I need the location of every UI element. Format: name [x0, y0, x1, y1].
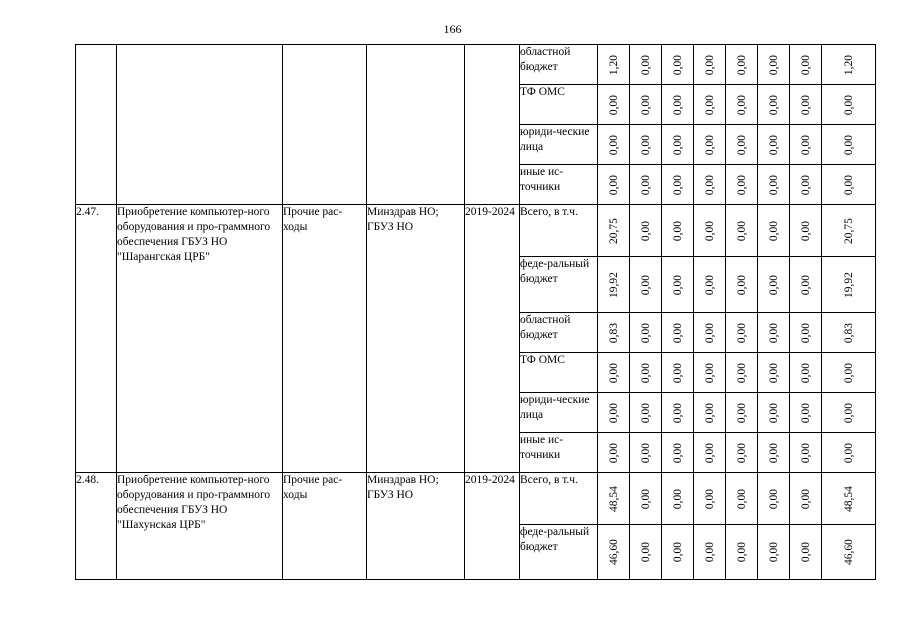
value-cell — [630, 125, 662, 165]
value-cell — [662, 45, 694, 85]
value-cell — [598, 433, 630, 473]
value-cell — [630, 433, 662, 473]
value-text: 0,83 — [842, 322, 855, 343]
value-cell — [726, 525, 758, 580]
value-total-cell — [822, 45, 876, 85]
value-cell — [694, 353, 726, 393]
value-text: 0,00 — [799, 402, 812, 423]
value-total-cell — [822, 313, 876, 353]
value-text: 0,00 — [671, 442, 684, 463]
value-text: 0,00 — [842, 442, 855, 463]
value-text: 19,92 — [842, 271, 855, 298]
expense-type-cell — [283, 45, 367, 205]
value-cell — [662, 125, 694, 165]
value-cell — [790, 205, 822, 257]
value-text: 0,00 — [767, 174, 780, 195]
value-cell — [598, 525, 630, 580]
value-text: 0,00 — [799, 442, 812, 463]
value-cell — [790, 165, 822, 205]
value-cell — [694, 313, 726, 353]
value-cell — [630, 525, 662, 580]
value-text: 0,00 — [767, 541, 780, 563]
funding-source-cell: феде-ральный бюджет — [520, 525, 598, 580]
value-cell — [662, 205, 694, 257]
period-cell: 2019-2024 — [465, 473, 520, 580]
value-cell — [694, 125, 726, 165]
value-text: 1,20 — [842, 54, 855, 75]
value-cell — [694, 257, 726, 313]
value-cell — [790, 353, 822, 393]
value-text: 0,00 — [703, 362, 716, 383]
value-cell — [630, 257, 662, 313]
value-text: 0,00 — [639, 402, 652, 423]
value-cell — [790, 525, 822, 580]
value-text: 0,00 — [799, 94, 812, 115]
value-total-cell — [822, 353, 876, 393]
value-text: 48,54 — [842, 485, 855, 512]
table-row — [76, 45, 876, 85]
value-cell — [598, 393, 630, 433]
value-text: 0,00 — [607, 402, 620, 423]
value-cell — [758, 85, 790, 125]
value-text: 0,00 — [703, 134, 716, 155]
value-text: 0,00 — [842, 134, 855, 155]
value-cell — [726, 313, 758, 353]
value-cell — [662, 85, 694, 125]
number-cell: 2.48. — [76, 473, 117, 580]
value-cell — [630, 165, 662, 205]
value-text: 0,00 — [671, 134, 684, 155]
value-cell — [694, 85, 726, 125]
value-cell — [790, 125, 822, 165]
value-text: 0,00 — [799, 488, 812, 509]
value-cell — [662, 165, 694, 205]
value-text: 0,00 — [735, 402, 748, 423]
value-text: 0,00 — [767, 402, 780, 423]
value-cell — [790, 85, 822, 125]
value-cell — [790, 45, 822, 85]
value-text: 0,00 — [842, 362, 855, 383]
value-text: 0,00 — [607, 174, 620, 195]
value-cell — [726, 45, 758, 85]
value-text: 0,00 — [671, 488, 684, 509]
page-number: 166 — [443, 22, 462, 36]
value-total-cell — [822, 393, 876, 433]
value-cell — [662, 525, 694, 580]
table-row — [76, 205, 876, 257]
value-text: 0,00 — [767, 322, 780, 343]
table-row — [76, 473, 876, 525]
value-text: 0,00 — [767, 274, 780, 295]
value-cell — [726, 125, 758, 165]
table-body — [76, 45, 876, 580]
value-text: 0,00 — [639, 54, 652, 75]
value-text: 46,60 — [607, 539, 620, 565]
value-text: 0,00 — [671, 362, 684, 383]
value-cell — [790, 473, 822, 525]
value-text: 0,00 — [799, 541, 812, 563]
value-cell — [662, 473, 694, 525]
value-text: 0,00 — [767, 94, 780, 115]
value-text: 0,00 — [639, 94, 652, 115]
value-text: 0,00 — [639, 220, 652, 241]
value-text: 0,00 — [735, 488, 748, 509]
value-text: 0,00 — [703, 322, 716, 343]
value-cell — [598, 85, 630, 125]
value-text: 0,00 — [735, 322, 748, 343]
value-cell — [662, 433, 694, 473]
value-cell — [758, 45, 790, 85]
period-cell: 2019-2024 — [465, 205, 520, 473]
value-cell — [694, 45, 726, 85]
funding-source-cell: ТФ ОМС — [520, 353, 598, 393]
value-cell — [726, 257, 758, 313]
value-total-cell — [822, 85, 876, 125]
number-cell — [76, 45, 117, 205]
value-cell — [630, 45, 662, 85]
value-text: 0,00 — [671, 322, 684, 343]
value-text: 0,00 — [639, 488, 652, 509]
value-text: 0,00 — [735, 442, 748, 463]
value-cell — [758, 473, 790, 525]
value-cell — [630, 353, 662, 393]
value-text: 1,20 — [607, 54, 620, 75]
value-cell — [694, 473, 726, 525]
value-text: 0,00 — [842, 402, 855, 423]
value-text: 0,00 — [671, 220, 684, 241]
value-cell — [662, 257, 694, 313]
value-text: 0,00 — [639, 541, 652, 563]
name-cell: Приобретение компьютер-ного оборудования и про-граммного обеспечения ГБУЗ НО "Шарангская ЦРБ" — [117, 205, 283, 473]
value-text: 0,00 — [639, 322, 652, 343]
value-cell — [598, 257, 630, 313]
value-text: 0,00 — [799, 362, 812, 383]
value-text: 0,00 — [703, 402, 716, 423]
value-text: 0,00 — [703, 220, 716, 241]
value-cell — [630, 85, 662, 125]
value-text: 0,00 — [671, 402, 684, 423]
value-cell — [790, 313, 822, 353]
value-text: 0,00 — [607, 442, 620, 463]
value-cell — [598, 313, 630, 353]
value-text: 0,00 — [799, 134, 812, 155]
period-cell — [465, 45, 520, 205]
value-total-cell — [822, 525, 876, 580]
budget-table — [75, 44, 876, 580]
value-text: 0,00 — [799, 220, 812, 241]
value-cell — [726, 205, 758, 257]
value-total-cell — [822, 205, 876, 257]
value-text: 0,00 — [639, 274, 652, 295]
executor-cell: Минздрав НО; ГБУЗ НО — [367, 473, 465, 580]
value-cell — [758, 433, 790, 473]
funding-source-cell: юриди-ческие лица — [520, 393, 598, 433]
value-text: 0,00 — [767, 488, 780, 509]
value-text: 0,00 — [799, 322, 812, 343]
value-text: 0,00 — [671, 541, 684, 563]
value-text: 0,00 — [735, 94, 748, 115]
expense-type-cell: Прочие рас-ходы — [283, 473, 367, 580]
value-cell — [694, 165, 726, 205]
value-text: 0,00 — [703, 54, 716, 75]
value-text: 0,00 — [735, 134, 748, 155]
value-text: 0,00 — [703, 274, 716, 295]
value-cell — [598, 473, 630, 525]
value-text: 0,00 — [671, 174, 684, 195]
value-cell — [726, 433, 758, 473]
value-text: 46,60 — [842, 539, 855, 565]
value-cell — [662, 313, 694, 353]
value-text: 0,00 — [767, 134, 780, 155]
value-cell — [790, 393, 822, 433]
value-cell — [790, 257, 822, 313]
value-text: 0,83 — [607, 322, 620, 343]
value-text: 0,00 — [703, 488, 716, 509]
value-text: 0,00 — [767, 362, 780, 383]
value-text: 0,00 — [767, 442, 780, 463]
value-total-cell — [822, 125, 876, 165]
funding-source-cell: иные ис-точники — [520, 165, 598, 205]
value-cell — [726, 353, 758, 393]
value-text: 0,00 — [639, 442, 652, 463]
value-text: 0,00 — [767, 220, 780, 241]
value-cell — [726, 473, 758, 525]
value-cell — [694, 525, 726, 580]
value-total-cell — [822, 257, 876, 313]
value-text: 0,00 — [842, 94, 855, 115]
value-text: 0,00 — [767, 54, 780, 75]
value-cell — [694, 205, 726, 257]
value-text: 0,00 — [703, 442, 716, 463]
value-cell — [758, 125, 790, 165]
value-cell — [758, 257, 790, 313]
value-cell — [598, 165, 630, 205]
value-cell — [726, 85, 758, 125]
value-text: 48,54 — [607, 485, 620, 512]
value-cell — [598, 45, 630, 85]
value-cell — [726, 165, 758, 205]
value-text: 0,00 — [799, 54, 812, 75]
value-cell — [758, 165, 790, 205]
funding-source-cell: областной бюджет — [520, 313, 598, 353]
value-text: 0,00 — [639, 174, 652, 195]
funding-source-cell: юриди-ческие лица — [520, 125, 598, 165]
value-cell — [758, 313, 790, 353]
value-text: 0,00 — [842, 174, 855, 195]
value-cell — [630, 313, 662, 353]
value-cell — [598, 125, 630, 165]
value-cell — [790, 433, 822, 473]
name-cell — [117, 45, 283, 205]
value-cell — [726, 393, 758, 433]
funding-source-cell: Всего, в т.ч. — [520, 473, 598, 525]
value-text: 20,75 — [607, 217, 620, 244]
value-text: 0,00 — [607, 94, 620, 115]
value-text: 0,00 — [735, 220, 748, 241]
value-cell — [758, 525, 790, 580]
number-cell: 2.47. — [76, 205, 117, 473]
value-cell — [758, 205, 790, 257]
value-text: 0,00 — [735, 174, 748, 195]
value-text: 0,00 — [735, 54, 748, 75]
value-text: 0,00 — [671, 274, 684, 295]
value-text: 0,00 — [799, 174, 812, 195]
funding-source-cell: областной бюджет — [520, 45, 598, 85]
value-cell — [598, 353, 630, 393]
funding-source-cell: Всего, в т.ч. — [520, 205, 598, 257]
executor-cell — [367, 45, 465, 205]
expense-type-cell: Прочие рас-ходы — [283, 205, 367, 473]
value-cell — [630, 473, 662, 525]
value-text: 0,00 — [607, 362, 620, 383]
value-total-cell — [822, 165, 876, 205]
value-text: 0,00 — [639, 362, 652, 383]
value-text: 0,00 — [639, 134, 652, 155]
value-cell — [630, 393, 662, 433]
value-cell — [598, 205, 630, 257]
value-cell — [662, 353, 694, 393]
value-text: 0,00 — [735, 274, 748, 295]
funding-source-cell: ТФ ОМС — [520, 85, 598, 125]
value-total-cell — [822, 433, 876, 473]
value-text: 0,00 — [703, 174, 716, 195]
value-text: 0,00 — [607, 134, 620, 155]
value-text: 0,00 — [703, 541, 716, 563]
value-cell — [694, 433, 726, 473]
value-text: 0,00 — [735, 541, 748, 563]
value-cell — [662, 393, 694, 433]
value-text: 20,75 — [842, 217, 855, 244]
value-total-cell — [822, 473, 876, 525]
value-cell — [758, 353, 790, 393]
value-text: 0,00 — [703, 94, 716, 115]
name-cell: Приобретение компьютер-ного оборудования и про-граммного обеспечения ГБУЗ НО "Шахунская ЦРБ" — [117, 473, 283, 580]
value-text: 0,00 — [799, 274, 812, 295]
value-text: 0,00 — [735, 362, 748, 383]
value-cell — [630, 205, 662, 257]
value-text: 0,00 — [671, 54, 684, 75]
value-text: 19,92 — [607, 271, 620, 298]
funding-source-cell: феде-ральный бюджет — [520, 257, 598, 313]
funding-source-cell: иные ис-точники — [520, 433, 598, 473]
executor-cell: Минздрав НО; ГБУЗ НО — [367, 205, 465, 473]
value-cell — [758, 393, 790, 433]
value-text: 0,00 — [671, 94, 684, 115]
value-cell — [694, 393, 726, 433]
